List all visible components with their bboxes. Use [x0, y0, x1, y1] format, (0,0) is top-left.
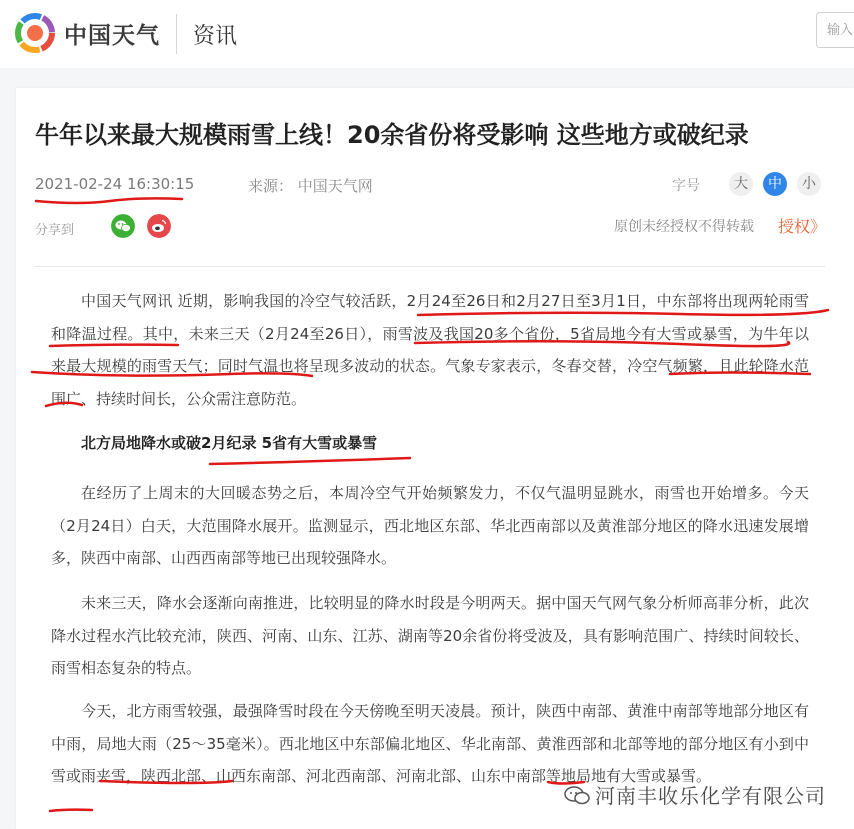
- article-paragraph: 今天，北方雨雪较强，最强降雪时段在今天傍晚至明天凌晨。预计，陕西中南部、黄淮中南部等地部分地区有中雨，局地大雨（25～35毫米）。西北地区中东部偏北地区、华北南部、黄淮西部和北部等地的部分地区有小到中雪或雨夹雪，陕西北部、山西东南部、河北西南部、河南北部、山东中南部等地局地有大雪或暴雪。: [51, 702, 809, 785]
- copyright-notice: 原创未经授权不得转载: [614, 219, 754, 235]
- share-label: 分享到: [35, 223, 75, 238]
- authorize-link[interactable]: 授权》: [778, 217, 827, 236]
- logo-text[interactable]: 中国天气: [64, 23, 160, 49]
- watermark: [563, 780, 826, 809]
- header-divider: [176, 14, 177, 54]
- font-size-small-button[interactable]: 小: [797, 172, 821, 196]
- font-size-medium-button[interactable]: 中: [763, 172, 787, 196]
- article-title: 牛年以来最大规模雨雪上线！20余省份将受影响 这些地方或破纪录: [35, 121, 749, 149]
- font-size-label: 字号: [672, 178, 700, 194]
- article-paragraph: 在经历了上周末的大回暖态势之后，本周冷空气开始频繁发力，不仅气温明显跳水，雨雪也开始增多。今天（2月24日）白天，大范围降水展开。监测显示，西北地区东部、华北西南部以及黄淮部分地区的降水迅速发展增多，陕西中南部、山西西南部等地已出现较强降水。: [51, 484, 809, 567]
- article-source: 来源： 中国天气网: [248, 177, 373, 195]
- header-separator: [35, 266, 825, 267]
- china-weather-logo-icon[interactable]: [15, 11, 55, 55]
- article-paragraph: 未来三天，降水会逐渐向南推进，比较明显的降水时段是今明两天。据中国天气网气象分析师高菲分析，此次降水过程水汽比较充沛，陕西、河南、山东、江苏、湖南等20余省份将受波及，具有影响范围广、持续时间较长、雨雪相态复杂的特点。: [51, 594, 809, 677]
- search-input[interactable]: [816, 12, 854, 48]
- watermark-text: 河南丰收乐化学有限公司: [595, 784, 826, 808]
- wechat-watermark-icon: [563, 784, 591, 806]
- weibo-share-icon[interactable]: [147, 214, 171, 238]
- section-title[interactable]: 资讯: [193, 24, 238, 49]
- article-paragraph: 中国天气网讯 近期，影响我国的冷空气较活跃，2月24至26日和2月27日至3月1日，中东部将出现两轮雨雪和降温过程。其中，未来三天（2月24至26日），雨雪波及我国20多个省份，5省局地今有大雪或暴雪，为牛年以来最大规模的雨雪天气；同时气温也将呈现多波动的状态。气象专家表示，冬春交替，冷空气频繁，且此轮降水范围广、持续时间长，公众需注意防范。: [51, 292, 809, 408]
- top-header: [0, 0, 854, 68]
- publish-date: 2021-02-24 16:30:15: [35, 175, 195, 193]
- wechat-share-icon[interactable]: [111, 214, 135, 238]
- font-size-large-button[interactable]: 大: [729, 172, 753, 196]
- article-subheading: 北方局地降水或破2月纪录 5省有大雪或暴雪: [81, 434, 378, 452]
